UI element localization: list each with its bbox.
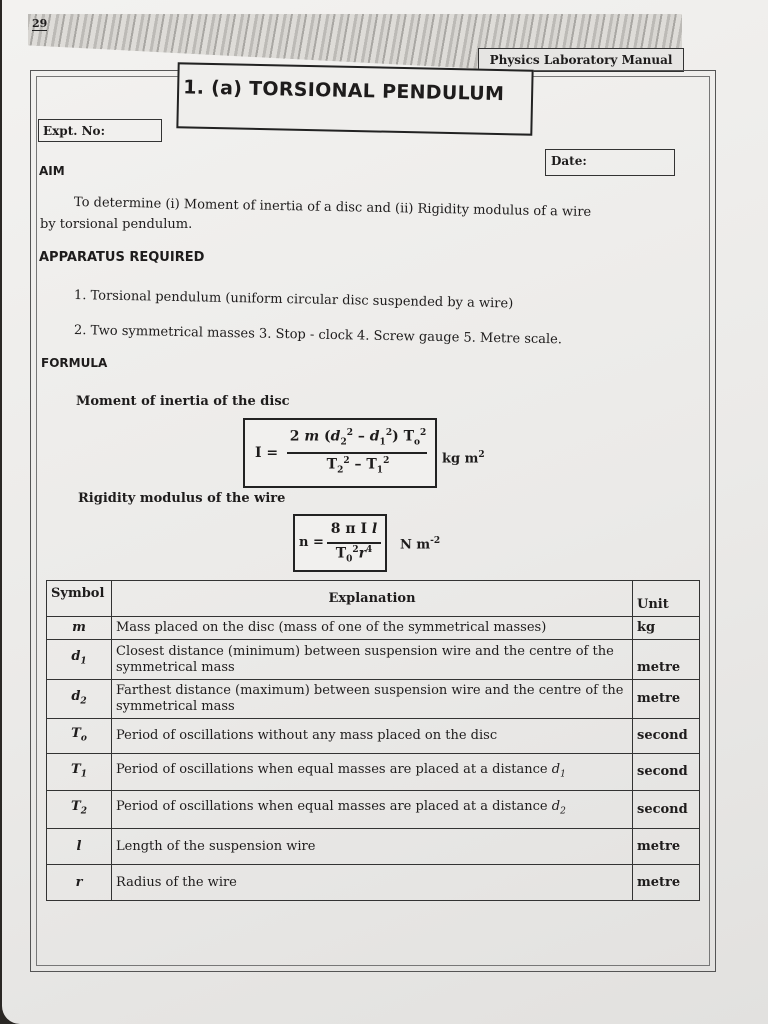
- rigidity-label: Rigidity modulus of the wire: [78, 491, 286, 506]
- table-row: [47, 791, 700, 829]
- formula-heading: FORMULA: [41, 356, 108, 370]
- row-unit: metre: [633, 829, 700, 865]
- header-explanation: Explanation: [112, 581, 633, 617]
- apparatus-line-1: 1. Torsional pendulum (uniform circular disc suspended by a wire): [73, 288, 514, 312]
- row-unit: metre: [633, 680, 700, 719]
- rigidity-denominator: $T_0^2r^4$: [335, 545, 373, 565]
- row-explanation: Closest distance (minimum) between suspension wire and the centre of the symmetrical mass: [112, 640, 633, 680]
- moi-label: Moment of inertia of the disc: [76, 394, 290, 409]
- date-field: Date:: [545, 149, 675, 176]
- row-unit: second: [633, 719, 700, 754]
- rigidity-fraction-bar: [327, 542, 381, 544]
- row-symbol: l: [47, 829, 112, 865]
- table-row: [47, 829, 700, 865]
- moi-denominator: $T_2^2 - T_1^2$: [326, 456, 390, 476]
- row-unit: second: [633, 791, 700, 829]
- table-row: [47, 865, 700, 901]
- table-row: [47, 719, 700, 754]
- row-symbol: $T_2$: [47, 791, 112, 829]
- manual-title: Physics Laboratory Manual: [478, 48, 684, 72]
- experiment-title-box: [176, 62, 533, 135]
- table-row: [47, 640, 700, 680]
- row-explanation: Radius of the wire: [112, 865, 633, 901]
- row-unit: kg: [633, 617, 700, 640]
- apparatus-line-2: 2. Two symmetrical masses 3. Stop - clock 4. Screw gauge 5. Metre scale.: [73, 323, 563, 348]
- experiment-title: 1. (a) TORSIONAL PENDULUM: [182, 76, 505, 106]
- rigidity-lhs: n =: [299, 535, 324, 550]
- rigidity-numerator: 8 π I l: [330, 521, 378, 537]
- row-symbol: $d_1$: [47, 640, 112, 680]
- manual-page: [2, 0, 768, 1024]
- moi-fraction-bar: [287, 452, 427, 454]
- row-unit: metre: [633, 640, 700, 680]
- table-row: [47, 617, 700, 640]
- row-explanation: Length of the suspension wire: [112, 829, 633, 865]
- header-unit: Unit: [633, 581, 700, 617]
- aim-line-2: by torsional pendulum.: [40, 217, 193, 232]
- row-symbol: m: [47, 617, 112, 640]
- row-unit: second: [633, 754, 700, 791]
- row-explanation: Period of oscillations without any mass placed on the disc: [112, 719, 633, 754]
- rigidity-unit: N $m^{-2}$: [400, 536, 441, 553]
- header-symbol: Symbol: [47, 581, 112, 617]
- row-explanation: Mass placed on the disc (mass of one of the symmetrical masses): [112, 617, 633, 640]
- moi-lhs: I =: [255, 445, 279, 461]
- aim-line-1: To determine (i) Moment of inertia of a disc and (ii) Rigidity modulus of a wire: [73, 195, 592, 220]
- aim-heading: AIM: [39, 164, 65, 178]
- row-symbol: $d_2$: [47, 680, 112, 719]
- expt-no-field: Expt. No:: [38, 119, 162, 142]
- row-explanation: Period of oscillations when equal masses are placed at a distance $d_1$: [112, 754, 633, 791]
- apparatus-heading: APPARATUS REQUIRED: [39, 250, 205, 265]
- page-number: 29: [32, 17, 48, 30]
- moi-numerator: 2 m $(d_2^2 - d_1^2)$ $T_o^2$: [289, 428, 427, 448]
- row-symbol: $T_1$: [47, 754, 112, 791]
- table-row: [47, 754, 700, 791]
- row-symbol: $T_o$: [47, 719, 112, 754]
- table-row: [47, 680, 700, 719]
- table-header-row: [47, 581, 700, 617]
- moi-unit: kg $m^2$: [442, 450, 485, 467]
- row-explanation: Farthest distance (maximum) between suspension wire and the centre of the symmetrical mass: [112, 680, 633, 719]
- moi-formula-box: [243, 418, 437, 488]
- symbol-table: [46, 580, 700, 901]
- row-explanation: Period of oscillations when equal masses are placed at a distance $d_2$: [112, 791, 633, 829]
- rigidity-formula-box: [293, 514, 387, 572]
- row-symbol: r: [47, 865, 112, 901]
- row-unit: metre: [633, 865, 700, 901]
